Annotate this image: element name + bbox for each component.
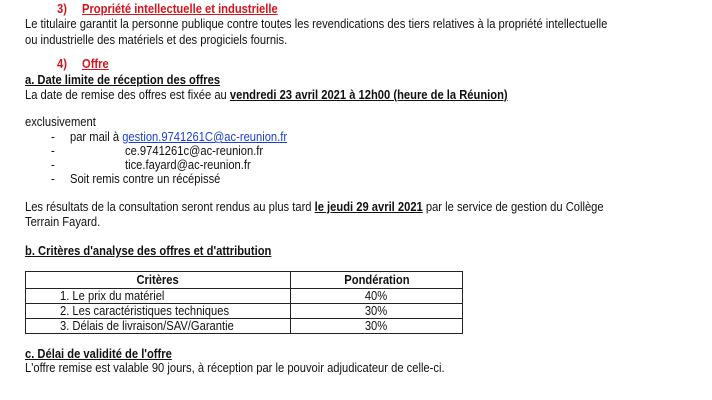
table-header-row [26, 272, 463, 289]
results-text [25, 199, 604, 214]
deadline-prefix: La date de remise des offres est fixée au [25, 87, 230, 102]
weight-cell: 30% [291, 304, 463, 319]
criteria-cell: 3. Délais de livraison/SAV/Garantie [26, 319, 291, 334]
weight-cell: 40% [291, 289, 463, 304]
deadline-date: vendredi 23 avril 2021 à 12h00 (heure de la Réunion) [229, 87, 508, 102]
section4-heading: Offre [82, 56, 109, 71]
criteria-table [25, 271, 463, 334]
results-prefix: Les résultats de la consultation seront rendus au plus tard [25, 199, 315, 214]
subsection-c-heading: c. Délai de validité de l'offre [25, 346, 172, 361]
weight-cell: 30% [291, 319, 463, 334]
table-row [26, 289, 463, 304]
results-text-line2: Terrain Fayard. [25, 214, 101, 229]
section3-text-line2: ou industrielle des matériels et des progiciels fournis. [25, 32, 288, 47]
bullet-email-ce: ce.9741261c@ac-reunion.fr [125, 143, 264, 158]
section3-text-line1: Le titulaire garantit la personne publique contre toutes les revendications des tiers relatives à la propriété intellectuelle [25, 16, 608, 31]
bullet-email-tice: tice.fayard@ac-reunion.fr [125, 157, 251, 172]
exclusive-label: exclusivement [25, 114, 96, 129]
results-suffix: par le service de gestion du Collège [422, 199, 604, 214]
section4-number: 4) [57, 56, 67, 71]
column-header-criteria: Critères [26, 272, 291, 289]
section3-number: 3) [57, 1, 67, 16]
table-row [26, 319, 463, 334]
validity-text: L'offre remise est valable 90 jours, à réception par le pouvoir adjudicateur de celle-ci. [25, 360, 445, 375]
subsection-a-heading: a. Date limite de réception des offres [25, 72, 221, 87]
email-link-gestion[interactable]: gestion.9741261C@ac-reunion.fr [122, 129, 288, 144]
section3-heading: Propriété intellectuelle et industrielle [82, 1, 278, 16]
bullet-dash: - [51, 143, 55, 158]
bullet-dash: - [51, 171, 55, 186]
subsection-b-heading: b. Critères d'analyse des offres et d'attribution [25, 243, 272, 258]
bullet-dash: - [51, 129, 55, 144]
criteria-cell: 2. Les caractéristiques techniques [26, 304, 291, 319]
bullet-receipt: Soit remis contre un récépissé [70, 171, 221, 186]
deadline-text [25, 87, 508, 102]
bullet-email-main [70, 129, 287, 144]
bullet-prefix: par mail à [70, 129, 123, 144]
criteria-cell: 1. Le prix du matériel [26, 289, 291, 304]
column-header-weight: Pondération [291, 272, 463, 289]
table-row [26, 304, 463, 319]
results-date: le jeudi 29 avril 2021 [314, 199, 423, 214]
bullet-dash: - [51, 157, 55, 172]
